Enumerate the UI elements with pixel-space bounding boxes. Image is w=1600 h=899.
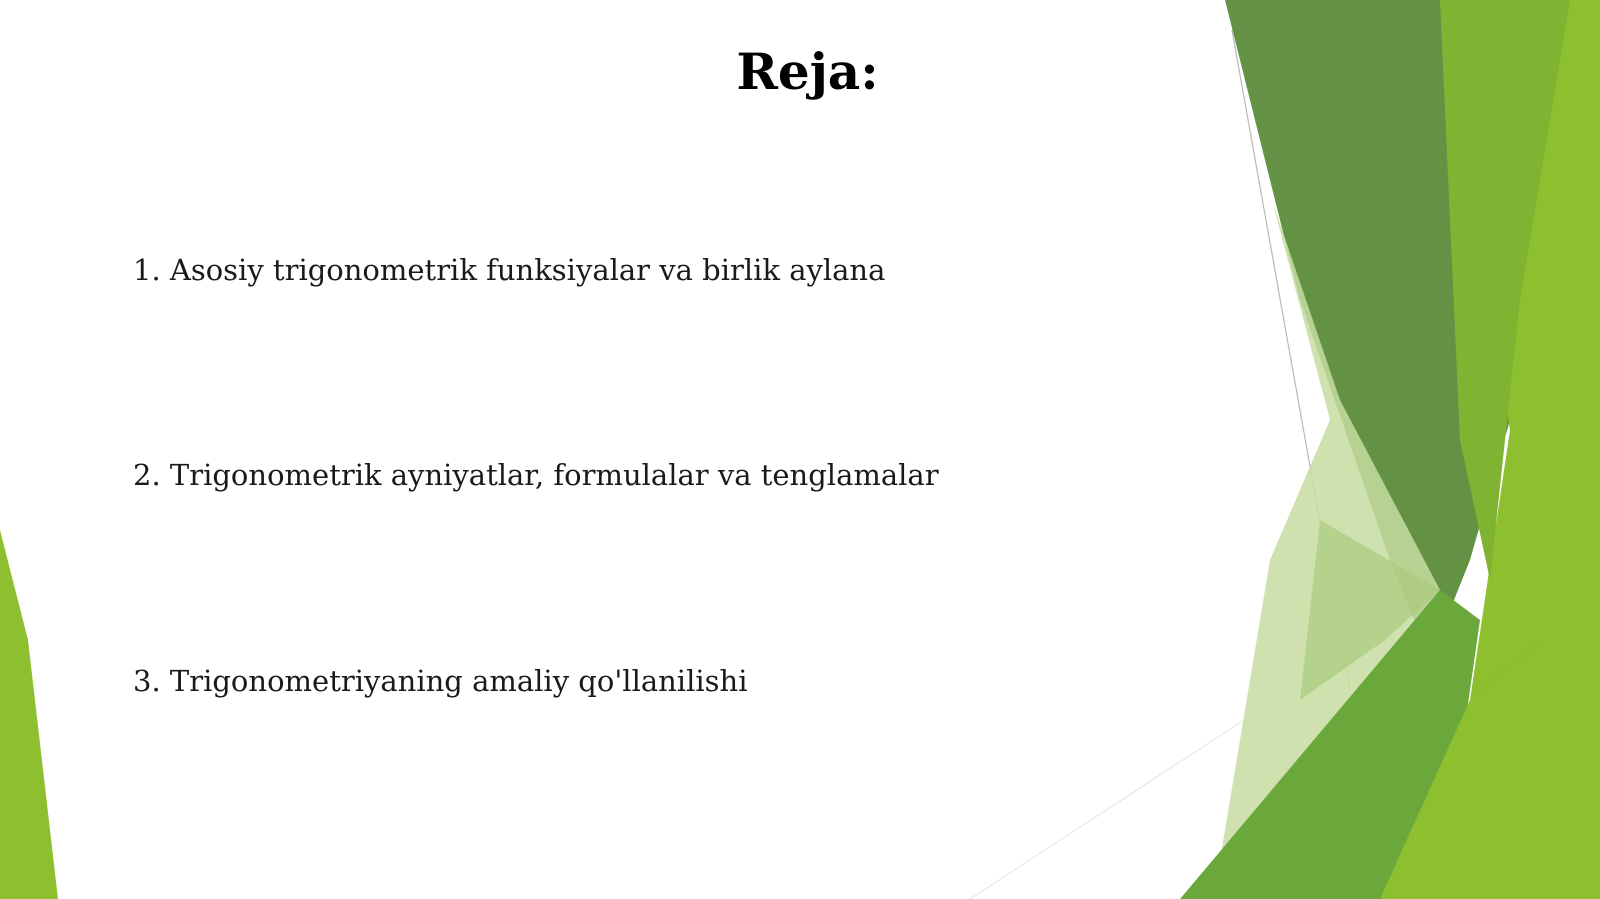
plan-item-2: 2. Trigonometrik ayniyatlar, formulalar va tenglamalar	[133, 458, 939, 492]
slide-title: Reja:	[736, 42, 879, 101]
plan-item-1: 1. Asosiy trigonometrik funksiyalar va birlik aylana	[133, 253, 886, 287]
plan-item-3: 3. Trigonometriyaning amaliy qo'llanilishi	[133, 664, 748, 698]
left-green-sliver	[0, 530, 58, 899]
